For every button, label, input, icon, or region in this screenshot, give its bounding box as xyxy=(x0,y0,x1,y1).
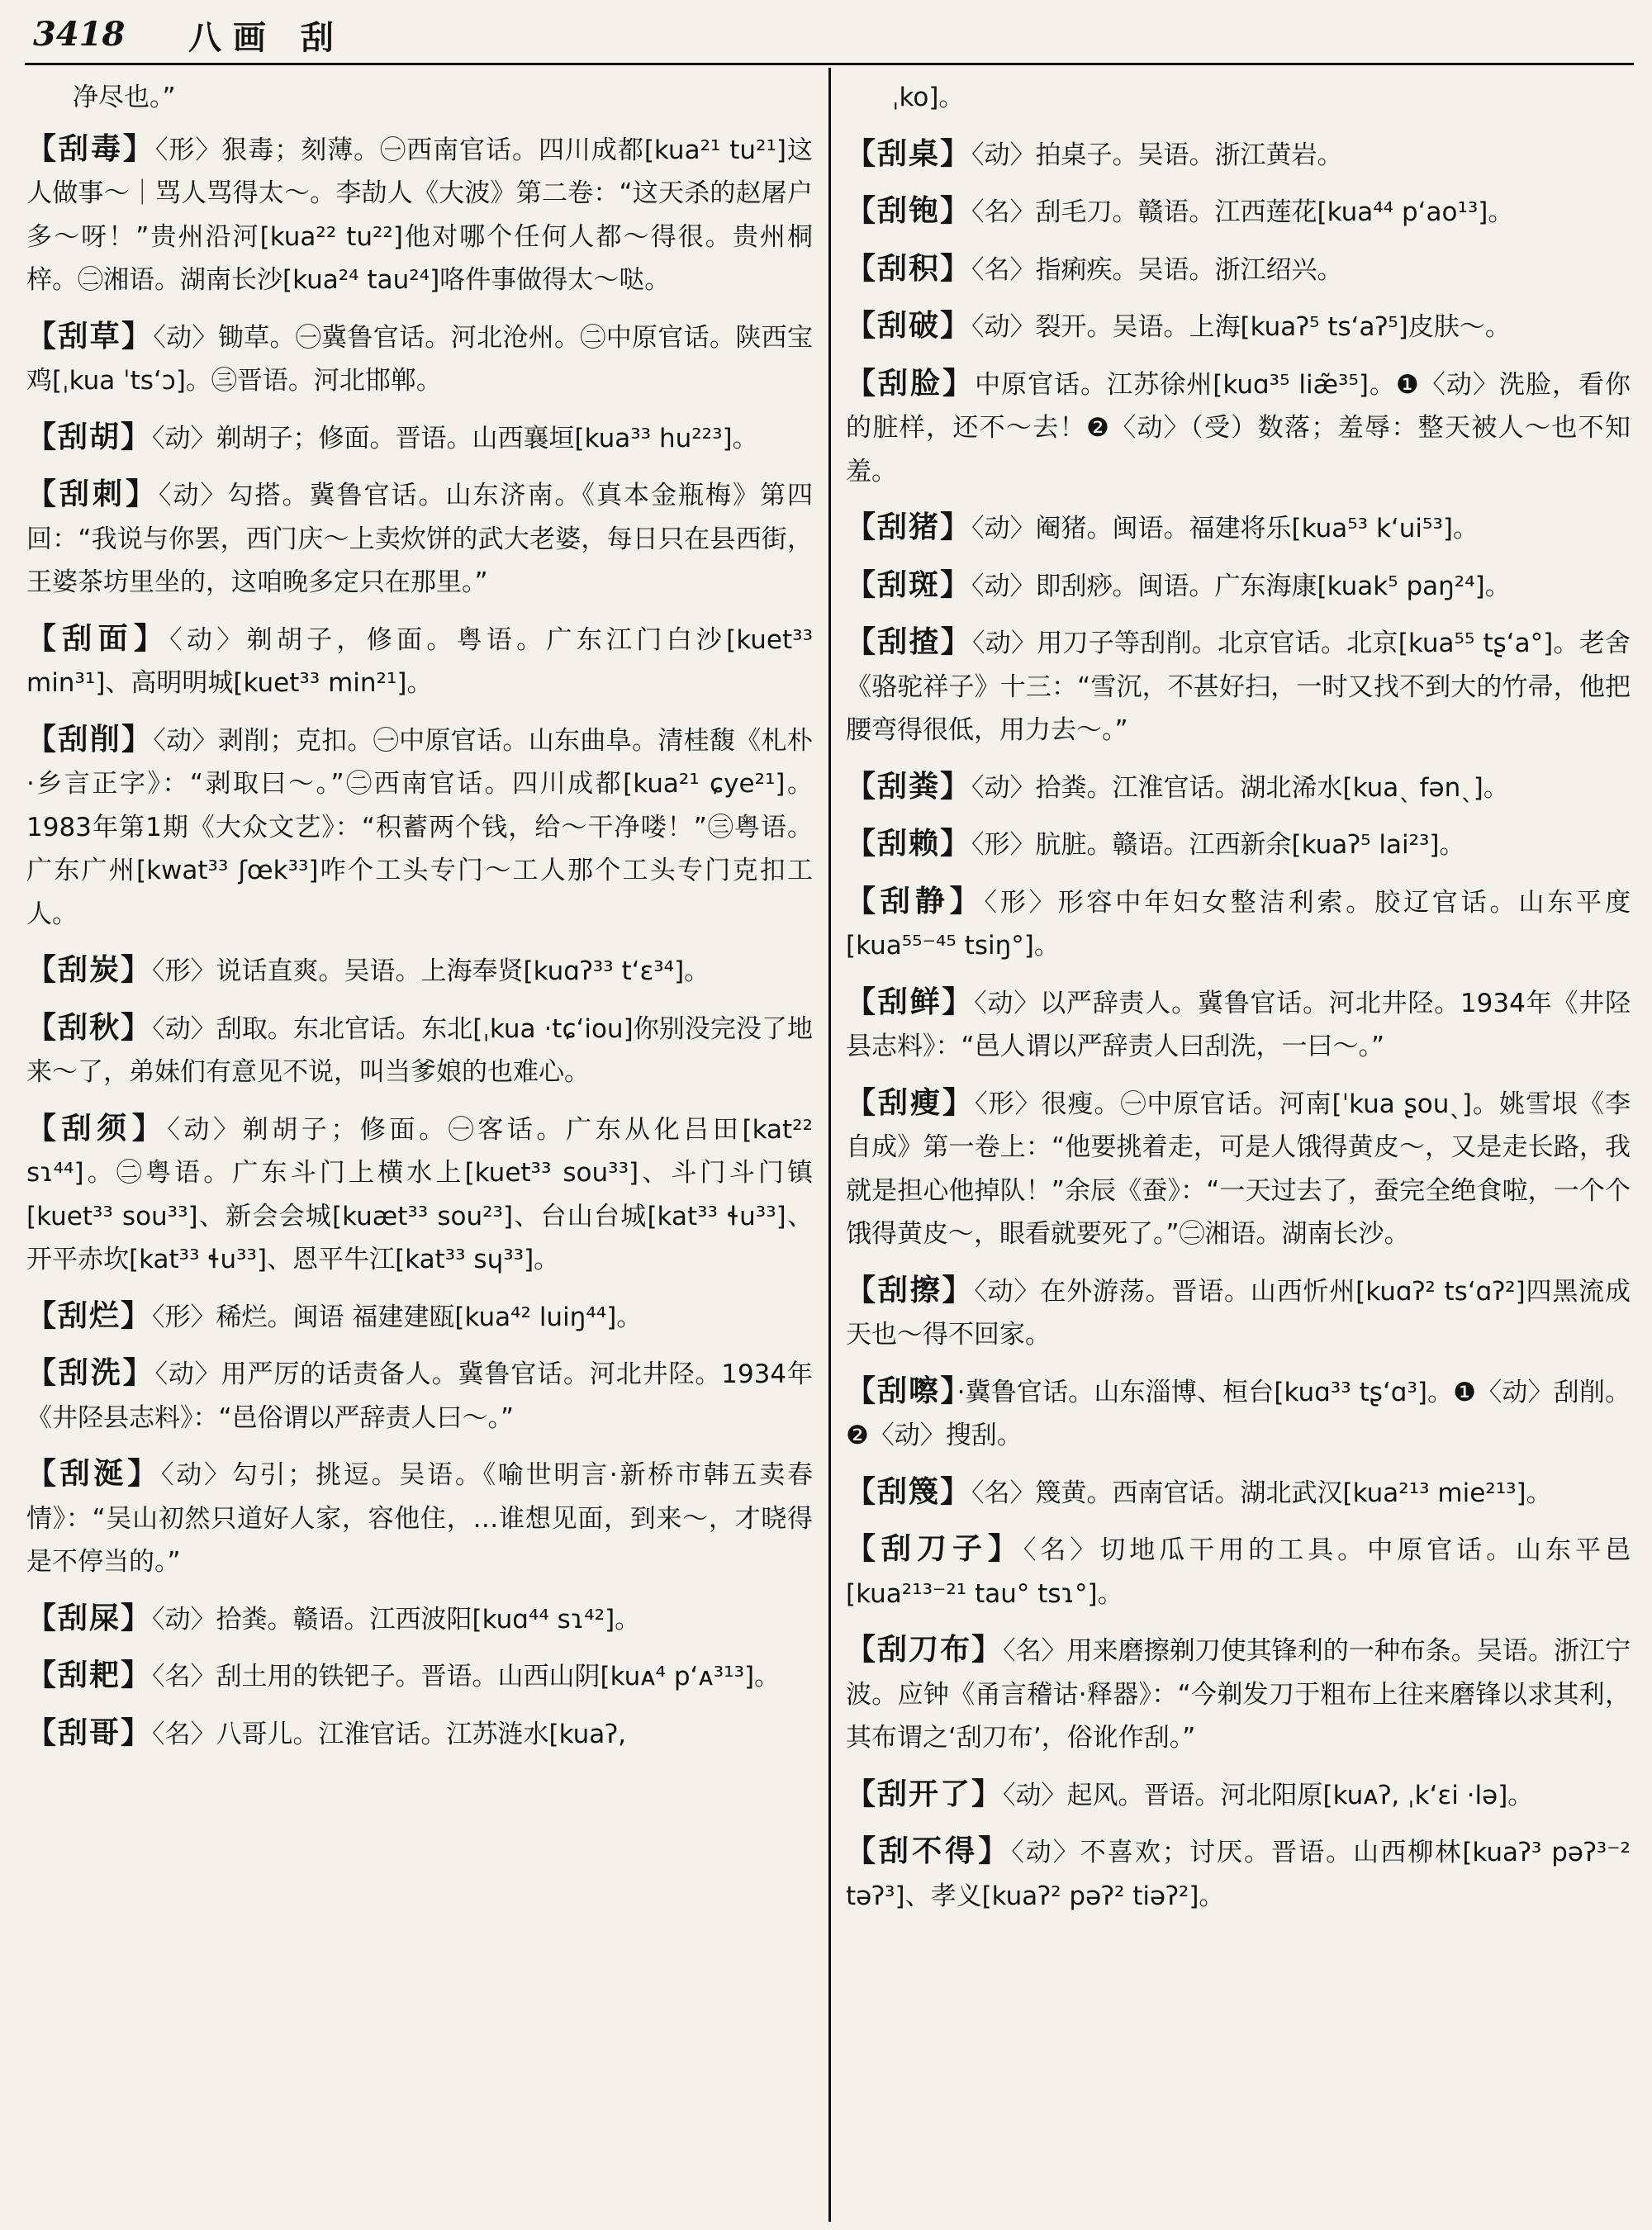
dictionary-entry xyxy=(846,305,1631,349)
entry-headword: 【刮炭】 xyxy=(26,953,153,987)
dictionary-entry xyxy=(846,880,1631,968)
dictionary-entry xyxy=(846,248,1631,292)
dictionary-entry xyxy=(26,719,813,937)
entry-headword: 【刮桌】 xyxy=(846,136,972,171)
dictionary-entry xyxy=(26,1712,813,1757)
dictionary-entry xyxy=(846,823,1631,867)
dictionary-entry xyxy=(26,1597,813,1642)
dictionary-entry xyxy=(846,1370,1631,1458)
dictionary-entry xyxy=(26,1352,813,1440)
entry-definition: 〈名〉切地瓜干用的工具。中原官话。山东平邑[kua²¹³⁻²¹ tau° tsɿ°]。 xyxy=(846,1535,1631,1609)
entry-headword: 【刮粪】 xyxy=(846,769,972,804)
entry-headword: 【刮开了】 xyxy=(846,1777,1004,1811)
entry-definition: 〈名〉刮土用的铁钯子。晋语。山西山阴[kuᴀ⁴ pʻᴀ³¹³]。 xyxy=(152,1662,781,1691)
entry-definition: 〈动〉拾粪。江淮官话。湖北浠水[kuaˎ fənˎ]。 xyxy=(971,772,1509,803)
entry-definition: 〈动〉以严辞责人。冀鲁官话。河北井陉。1934年《井陉县志料》：“邑人谓以严辞责人曰刮洗，一曰～。” xyxy=(846,988,1631,1061)
entry-definition: 〈形〉狠毒；刻薄。㊀西南官话。四川成都[kua²¹ tu²¹]这人做事～｜骂人骂得太～。李劼人《大波》第二卷：“这天杀的赵屠户多～呀！”贵州沿河[kua²² tu²²]他对哪个任何人都～得很。贵州桐梓。㊁湘语。湖南长沙[kua²⁴ tau²⁴]咯件事做得太～哒。 xyxy=(26,135,813,295)
entry-headword: 【刮积】 xyxy=(846,251,972,286)
entry-definition: 〈名〉八哥儿。江淮官话。江苏涟水[kuaʔ, xyxy=(152,1719,626,1749)
entry-definition: ˌko]。 xyxy=(892,83,965,112)
entry-headword: 【刮揸】 xyxy=(846,625,973,659)
dictionary-entry xyxy=(846,981,1631,1069)
section-label: 八画 刮 xyxy=(188,19,345,57)
entry-definition: 〈动〉裂开。吴语。上海[kuaʔ⁵ tsʻaʔ⁵]皮肤～。 xyxy=(971,312,1511,342)
entry-headword: 【刮破】 xyxy=(846,309,972,343)
page-header xyxy=(0,0,1652,64)
dictionary-entry xyxy=(26,128,813,302)
entry-definition: 〈动〉刮取。东北官话。东北[ˌkua ·tɕʻiou]你别没完没了地来～了，弟妹们有意见不说，叫当爹娘的也难心。 xyxy=(26,1013,813,1087)
dictionary-entry xyxy=(846,363,1631,494)
dictionary-entry xyxy=(26,618,813,705)
dictionary-entry xyxy=(26,1295,813,1340)
dictionary-entry xyxy=(846,1773,1631,1818)
dictionary-entry xyxy=(26,1654,813,1699)
dictionary-entry xyxy=(26,1007,813,1094)
dictionary-entry xyxy=(846,506,1631,551)
dictionary-entry xyxy=(846,76,1631,120)
entry-definition: 〈动〉拾粪。赣语。江西波阳[kuɑ⁴⁴ sɿ⁴²]。 xyxy=(152,1604,641,1635)
entry-headword: 【刮不得】 xyxy=(846,1834,1012,1868)
dictionary-entry xyxy=(26,949,813,994)
entry-definition: 〈动〉阉猪。闽语。福建将乐[kua⁵³ kʻui⁵³]。 xyxy=(971,514,1479,543)
dictionary-entry xyxy=(846,766,1631,810)
entry-definition: 〈动〉在外游荡。晋语。山西忻州[kuɑʔ² tsʻɑʔ²]四黑流成天也～得不回家。 xyxy=(846,1276,1631,1350)
dictionary-entry xyxy=(846,1528,1631,1616)
entry-headword: 【刮哥】 xyxy=(26,1715,153,1750)
entry-definition: 〈名〉用来磨擦剃刀使其锋利的一种布条。吴语。浙江宁波。应钟《甬言稽诂·释器》：“今剃发刀于粗布上往来磨锋以求其利，其布谓之‘刮刀布’，俗讹作刮。” xyxy=(846,1636,1631,1753)
entry-definition: 〈形〉稀烂。闽语 福建建瓯[kua⁴² luiŋ⁴⁴]。 xyxy=(152,1302,643,1332)
entry-headword: 【刮猪】 xyxy=(846,510,972,544)
dictionary-entry xyxy=(26,1108,813,1282)
entry-headword: 【刮篾】 xyxy=(846,1474,972,1509)
right-column xyxy=(846,76,1631,2223)
entry-headword: 【刮刀布】 xyxy=(846,1633,1004,1667)
entry-headword: 【刮刀子】 xyxy=(846,1532,1023,1566)
entry-headword: 【刮烂】 xyxy=(26,1298,153,1333)
dictionary-entry xyxy=(846,1471,1631,1516)
entry-headword: 【刮静】 xyxy=(846,884,985,918)
entry-headword: 【刮斑】 xyxy=(846,567,972,602)
entry-headword: 【刮涎】 xyxy=(26,1457,162,1491)
column-divider xyxy=(828,68,831,2222)
entry-headword: 【刮削】 xyxy=(26,722,154,757)
entry-headword: 【刮耙】 xyxy=(26,1658,153,1692)
entry-definition: 〈动〉剥削；克扣。㊀中原官话。山东曲阜。清桂馥《札朴·乡言正字》：“剥取曰～。”㊁西南官话。四川成都[kua²¹ ɕye²¹]。1983年第1期《大众文艺》：“积蓄两个钱，给～干净喽！”㊂粤语。广东广州[kwat³³ ʃœk³³]咋个工头专门～工人那个工头专门克扣工人。 xyxy=(26,725,813,929)
entry-definition: 〈形〉形容中年妇女整洁利索。胶辽官话。山东平度[kua⁵⁵⁻⁴⁵ tsiŋ°]。 xyxy=(846,887,1631,961)
header-rule xyxy=(25,63,1634,65)
entry-headword: 【刮面】 xyxy=(26,621,170,656)
dictionary-entry xyxy=(846,1629,1631,1760)
entry-definition: 〈动〉勾引；挑逗。吴语。《喻世明言·新桥市韩五卖春情》：“吴山初然只道好人家，容他住，…谁想见面，到来～，才晓得是不停当的。” xyxy=(26,1460,813,1577)
entry-definition: 〈形〉肮脏。赣语。江西新余[kuaʔ⁵ lai²³]。 xyxy=(971,830,1465,860)
entry-definition: 〈动〉起风。晋语。河北阳原[kuᴀʔ, ˌkʻɛi ·lə]。 xyxy=(1003,1780,1534,1810)
entry-definition: 〈名〉指痢疾。吴语。浙江绍兴。 xyxy=(971,254,1343,285)
dictionary-entry xyxy=(846,1269,1631,1357)
entry-headword: 【刮秋】 xyxy=(26,1010,153,1045)
entry-definition: ·冀鲁官话。山东淄博、桓台[kuɑ³³ tʂʻɑ³]。❶〈动〉刮削。❷〈动〉搜刮。 xyxy=(846,1377,1631,1450)
dictionary-entry xyxy=(26,416,813,461)
entry-definition: 〈动〉剃胡子；修面。晋语。山西襄垣[kua³³ hu²²³]。 xyxy=(152,423,758,453)
entry-headword: 【刮毒】 xyxy=(26,131,155,166)
dictionary-entry xyxy=(846,1082,1631,1256)
entry-headword: 【刮须】 xyxy=(26,1111,168,1146)
entry-headword: 【刮屎】 xyxy=(26,1601,153,1635)
entry-headword: 【刮瘦】 xyxy=(846,1085,976,1120)
dictionary-entry xyxy=(846,564,1631,609)
entry-definition: 〈动〉用严厉的话责备人。冀鲁官话。河北井陉。1934年《井陉县志料》：“邑俗谓以严辞责人曰～。” xyxy=(26,1359,813,1433)
entry-definition: 〈动〉即刮痧。闽语。广东海康[kuak⁵ paŋ²⁴]。 xyxy=(971,571,1511,601)
entry-definition: 〈形〉说话直爽。吴语。上海奉贤[kuɑʔ³³ tʻɛ³⁴]。 xyxy=(152,956,710,986)
dictionary-entry xyxy=(846,621,1631,752)
entry-headword: 【刮鲜】 xyxy=(846,985,975,1019)
entry-definition: 〈动〉不喜欢；讨厌。晋语。山西柳林[kuaʔ³ pəʔ³⁻² təʔ³]、孝义[kuaʔ² pəʔ² tiəʔ²]。 xyxy=(846,1838,1631,1911)
entry-headword: 【刮胡】 xyxy=(26,420,153,454)
entry-headword: 【刮嚓】 xyxy=(846,1374,957,1408)
entry-headword: 【刮洗】 xyxy=(26,1356,155,1390)
entry-headword: 【刮草】 xyxy=(26,319,154,353)
entry-headword: 【刮赖】 xyxy=(846,827,972,861)
dictionary-entry xyxy=(26,316,813,403)
entry-definition: 〈动〉剃胡子；修面。㊀客话。广东从化吕田[kat²² sɿ⁴⁴]。㊁粤语。广东斗门上横水上[kuet³³ sou³³]、斗门斗门镇[kuet³³ sou³³]、新会会城[kuæt³³ sou²³]、台山台城[kat³³ ɬu³³]、开平赤坎[kat³³ ɬu³³]、恩平牛江[kat³³ sɥ³³]。 xyxy=(26,1114,813,1274)
entry-definition: 〈动〉用刀子等刮削。北京官话。北京[kua⁵⁵ tʂʻa°]。老舍《骆驼祥子》十三：“雪沉，不甚好扫，一时又找不到大的竹帚，他把腰弯得很低，用力去～。” xyxy=(846,629,1631,745)
dictionary-entry xyxy=(26,76,813,120)
entry-definition: 〈动〉剃胡子，修面。粤语。广东江门白沙[kuet³³ min³¹]、高明明城[kuet³³ min²¹]。 xyxy=(26,624,813,698)
entry-headword: 【刮脸】 xyxy=(846,366,976,401)
entry-headword: 【刮擦】 xyxy=(846,1273,975,1307)
left-column xyxy=(26,76,813,2223)
dictionary-entry xyxy=(846,1830,1631,1918)
entry-definition: 〈动〉拍桌子。吴语。浙江黄岩。 xyxy=(971,140,1343,170)
entry-definition: 净尽也。” xyxy=(73,83,176,112)
entry-headword: 【刮刺】 xyxy=(26,477,159,511)
entry-definition: 中原官话。江苏徐州[kuɑ³⁵ liæ̃³⁵]。❶〈动〉洗脸，看你的脏样，还不～去！❷〈动〉（受）数落；羞辱：整天被人～也不知羞。 xyxy=(846,369,1631,486)
entry-definition: 〈动〉锄草。㊀冀鲁官话。河北沧州。㊁中原官话。陕西宝鸡[ˌkua ˈtsʻɔ]。㊂晋语。河北邯郸。 xyxy=(26,322,813,396)
entry-definition: 〈名〉刮毛刀。赣语。江西莲花[kua⁴⁴ pʻao¹³]。 xyxy=(971,197,1514,227)
entry-definition: 〈形〉很瘦。㊀中原官话。河南[ˈkua ʂouˎ]。姚雪垠《李自成》第一卷上：“他要挑着走，可是人饿得黄皮～，又是走长路，我就是担心他掉队！”余辰《蚕》：“一天过去了，蚕完全绝食啦，一个个饿得黄皮～，眼看就要死了。”㊁湘语。湖南长沙。 xyxy=(846,1089,1631,1249)
entry-headword: 【刮铇】 xyxy=(846,194,972,228)
dictionary-entry xyxy=(846,133,1631,178)
dictionary-entry xyxy=(26,1453,813,1584)
entry-definition: 〈动〉勾搭。冀鲁官话。山东济南。《真本金瓶梅》第四回：“我说与你罢，西门庆～上卖炊饼的武大老婆，每日只在县西街，王婆茶坊里坐的，这咱晚多定只在那里。” xyxy=(26,481,813,597)
entry-definition: 〈名〉篾黄。西南官话。湖北武汉[kua²¹³ mie²¹³]。 xyxy=(971,1478,1552,1508)
page-number: 3418 xyxy=(33,15,126,54)
dictionary-entry xyxy=(846,190,1631,235)
dictionary-entry xyxy=(26,473,813,605)
